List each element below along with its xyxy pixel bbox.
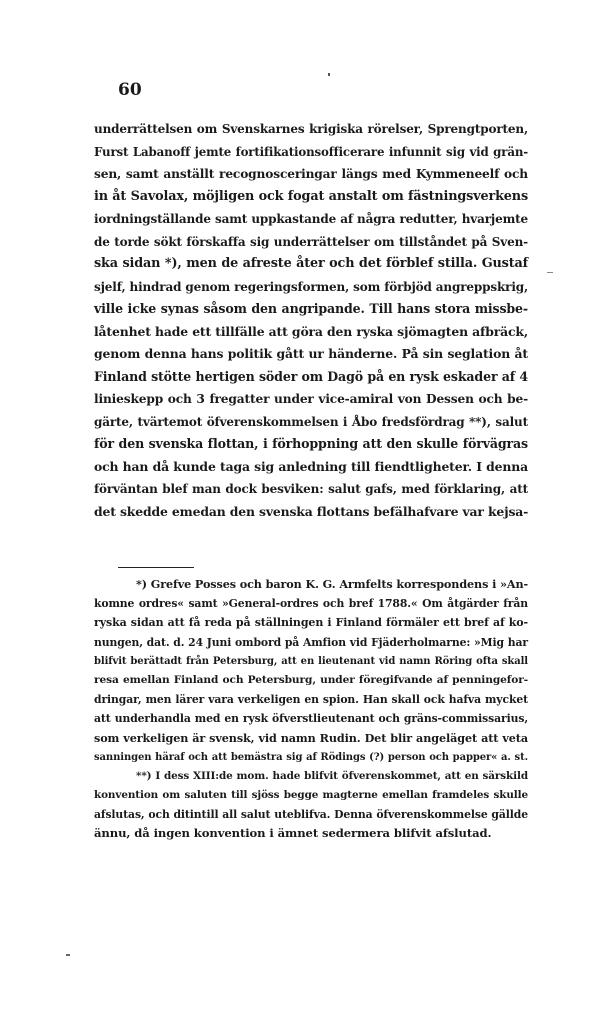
body-line: förväntan blef man dock besviken: salut gafs, med förklaring, att	[94, 482, 528, 496]
body-line: ska sidan *), men de afreste åter och det förblef stilla. Gustaf	[94, 256, 528, 271]
footnote-line: konvention om saluten till sjöss begge magterne emellan framdeles skulle	[94, 789, 528, 802]
main-text-block	[94, 118, 528, 523]
body-line: in åt Savolax, möjligen ock fogat anstalt om fästningsverkens	[94, 188, 528, 204]
footnotes-block	[94, 575, 528, 844]
footnote-separator	[118, 567, 194, 568]
page-number: 60	[118, 80, 142, 100]
footnote-1	[94, 575, 528, 767]
body-line: underrättelsen om Svenskarnes krigiska rörelser, Sprengtporten,	[94, 122, 528, 136]
footnote-line: **) I dess XIII:de mom. hade blifvit öfverenskommet, att en särskild	[136, 769, 528, 782]
footnote-line: ryska sidan att få reda på ställningen i Finland förmäler ett bref af ko-	[94, 616, 528, 630]
footnote-line: blifvit berättadt från Petersburg, att en lieutenant vid namn Röring ofta skall	[94, 655, 528, 667]
body-line: Furst Labanoff jemte fortifikationsofficerare infunnit sig vid grän-	[94, 144, 528, 159]
footnote-line: ännu, då ingen konvention i ämnet sedermera blifvit afslutad.	[94, 826, 492, 841]
footnote-line: som verkeligen är svensk, vid namn Rudin. Det blir angeläget att veta	[94, 730, 528, 745]
footnote-line: att underhandla med en rysk öfverstlieutenant och gräns-commissarius,	[94, 712, 528, 726]
body-line: ville icke synas såsom den angripande. Till hans stora missbe-	[94, 301, 528, 316]
body-line: de torde sökt förskaffa sig underrättelser om tillståndet på Sven-	[94, 234, 528, 249]
body-line: och han då kunde taga sig anledning till fiendtligheter. I denna	[94, 458, 528, 474]
body-line: låtenhet hade ett tillfälle att göra den ryska sjömagten afbräck,	[94, 323, 528, 339]
body-line: Finland stötte hertigen söder om Dagö på en rysk eskader af 4	[94, 368, 528, 384]
body-line: sen, samt anställt recognosceringar längs med Kymmeneelf och	[94, 167, 528, 181]
margin-mark	[547, 272, 553, 273]
body-line: sjelf, hindrad genom regeringsformen, som förbjöd angreppskrig,	[94, 279, 528, 294]
footnote-line: sanningen häraf och att bemästra sig af Rödings (?) person och papper« a. st.	[94, 751, 528, 763]
footnote-line: afslutas, och ditintill all salut uteblifva. Denna öfverenskommelse gällde	[94, 808, 528, 822]
body-line: det skedde emedan den svenska flottans befälhafvare var kejsa-	[94, 503, 529, 519]
footnote-line: resa emellan Finland och Petersburg, under föregifvande af penningefor-	[94, 673, 528, 686]
footnote-2	[94, 767, 528, 844]
footnote-line: nungen, dat. d. 24 Juni ombord på Amfion vid Fjäderholmarne: »Mig har	[94, 635, 528, 649]
body-line: för den svenska flottan, i förhoppning att den skulle förvägras	[94, 436, 528, 451]
body-line: iordningställande samt uppkastande af några redutter, hvarjemte	[94, 212, 528, 226]
footnote-line: dringar, men lärer vara verkeligen en spion. Han skall ock hafva mycket	[94, 693, 528, 707]
print-speck	[66, 954, 70, 956]
footnote-line: komne ordres« samt »General-ordres och bref 1788.« Om åtgärder från	[94, 597, 528, 611]
body-line: genom denna hans politik gått ur händerne. På sin seglation åt	[94, 346, 528, 361]
body-line: linieskepp och 3 fregatter under vice-amiral von Dessen och be-	[94, 392, 528, 406]
body-line: gärte, tvärtemot öfverenskommelsen i Åbo fredsfördrag **), salut	[94, 414, 528, 429]
footnote-line: *) Grefve Posses och baron K. G. Armfelts korrespondens i »An-	[136, 577, 529, 591]
print-speck	[328, 73, 330, 76]
